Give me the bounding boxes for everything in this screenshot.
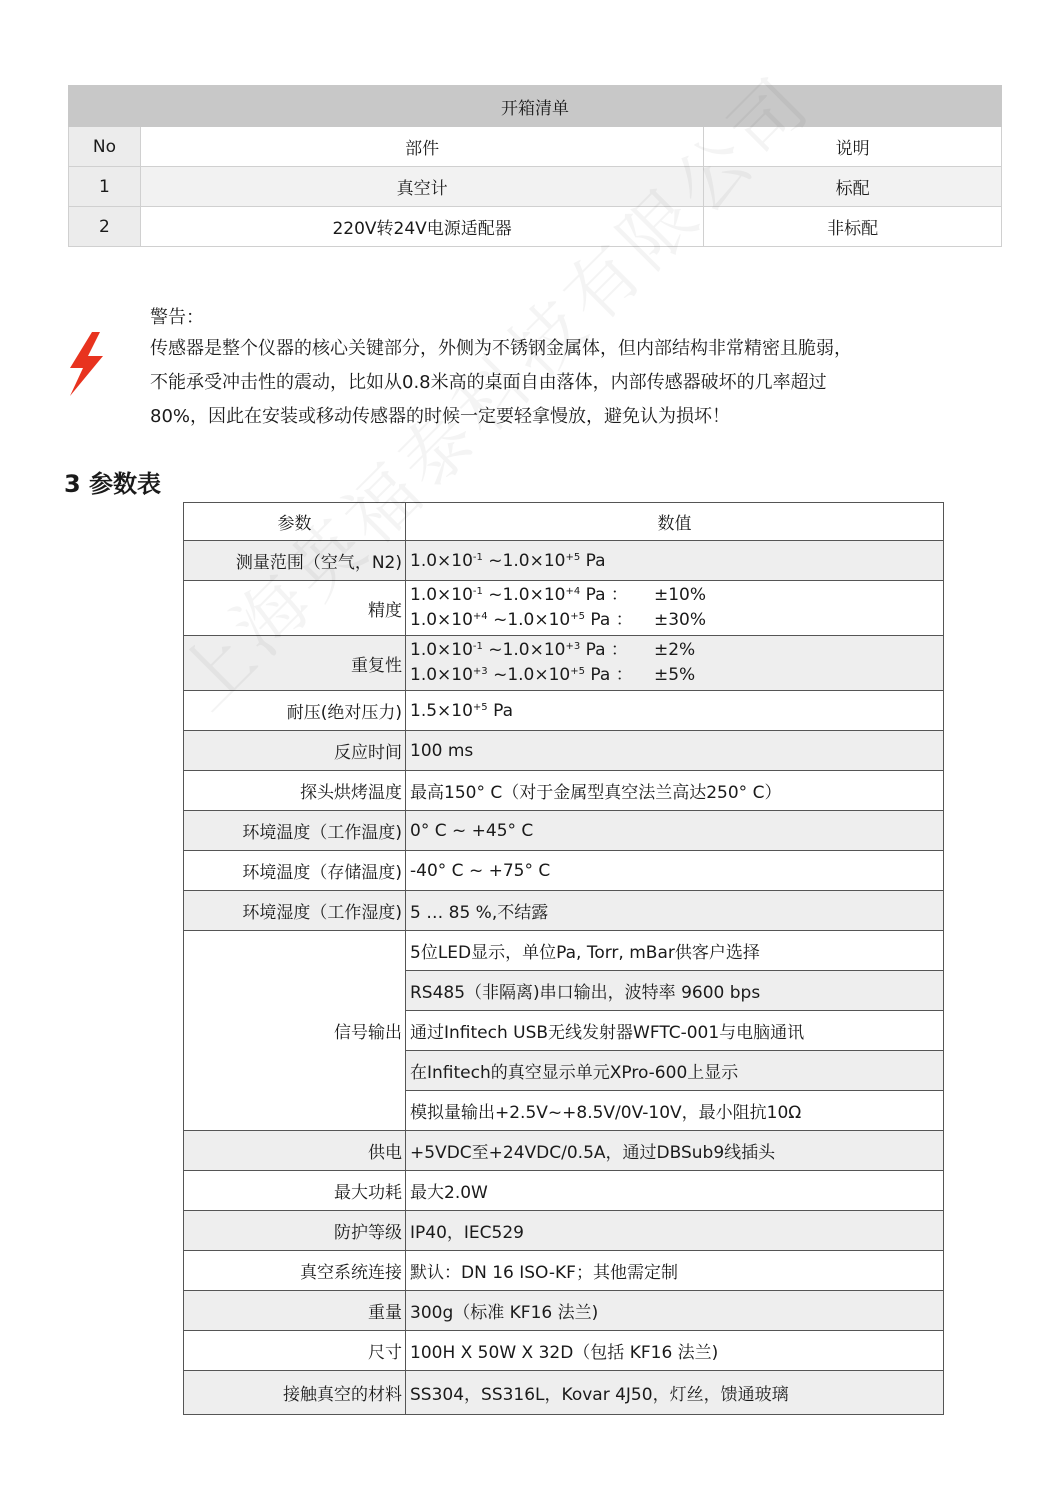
header-no: No [69,127,141,167]
param-value: 通过Infitech USB无线发射器WFTC-001与电脑通讯 [406,1011,944,1051]
param-key: 环境温度（存储温度) [184,851,406,891]
param-value: RS485（非隔离)串口输出，波特率 9600 bps [406,971,944,1011]
header-value: 数值 [406,503,944,541]
warning-line: 不能承受冲击性的震动，比如从0.8米高的桌面自由落体，内部传感器破坏的几率超过 [150,372,827,393]
param-value: 5 … 85 %,不结露 [406,891,944,931]
table-row [184,1371,944,1415]
param-key: 信号输出 [184,931,406,1131]
param-key: 测量范围（空气，N2) [184,541,406,581]
warning-block [150,304,950,434]
table-row [184,636,944,691]
param-key: 探头烘烤温度 [184,771,406,811]
param-key: 重量 [184,1291,406,1331]
row-no: 1 [69,167,141,207]
header-parameter: 参数 [184,503,406,541]
param-value: $1.0\times 10^{-1}$ $\sim 1.0\times 10^{+3}$ Pa ： ±2% $1.0\times 10^{+3}$ $\sim 1.0\times 10^{+5}$ Pa ： ±5% [406,636,944,691]
param-key: 重复性 [184,636,406,691]
table-row [184,581,944,636]
packing-list-table [68,85,1002,247]
param-value: 在Infitech的真空显示单元XPro-600上显示 [406,1051,944,1091]
param-key: 供电 [184,1131,406,1171]
param-value: -40° C ~ +75° C [406,851,944,891]
row-no: 2 [69,207,141,247]
param-value: IP40，IEC529 [406,1211,944,1251]
table-row [184,691,944,731]
table-row [184,541,944,581]
header-part: 部件 [140,127,703,167]
param-value: $1.5\times 10^{+5}$ Pa [406,691,944,731]
param-value: $1.0\times 10^{-1}$ $\sim 1.0\times 10^{+4}$ Pa ： ±10% $1.0\times 10^{+4}$ $\sim 1.0\times 10^{+5}$ Pa ： ±30% [406,581,944,636]
param-key: 尺寸 [184,1331,406,1371]
header-desc: 说明 [704,127,1002,167]
table-row [69,167,1002,207]
param-value: 5位LED显示，单位Pa, Torr, mBar供客户选择 [406,931,944,971]
parameter-table [183,502,944,1415]
param-key: 耐压(绝对压力) [184,691,406,731]
param-key: 接触真空的材料 [184,1371,406,1415]
param-value: 最高150° C（对于金属型真空法兰高达250° C） [406,771,944,811]
table-row [69,207,1002,247]
param-value: 最大2.0W [406,1171,944,1211]
table-row [184,931,944,971]
table-row [184,1331,944,1371]
row-desc: 标配 [704,167,1002,207]
param-key: 防护等级 [184,1211,406,1251]
table-row [184,771,944,811]
table-row [184,851,944,891]
param-key: 最大功耗 [184,1171,406,1211]
param-value: 100H X 50W X 32D（包括 KF16 法兰) [406,1331,944,1371]
param-value: +5VDC至+24VDC/0.5A，通过DBSub9线插头 [406,1131,944,1171]
param-value: $1.0\times 10^{-1}$ $\sim 1.0\times 10^{+5}$ Pa [406,541,944,581]
param-key: 环境温度（工作温度) [184,811,406,851]
param-value: 300g（标准 KF16 法兰) [406,1291,944,1331]
table-row [184,1251,944,1291]
warning-line: 传感器是整个仪器的核心关键部分，外侧为不锈钢金属体，但内部结构非常精密且脆弱， [150,338,852,359]
table-row [184,731,944,771]
table-row [184,1131,944,1171]
lightning-bolt-shape [70,332,103,396]
table-row [184,1291,944,1331]
table-row [184,891,944,931]
section-title: 3 参数表 [64,470,162,498]
param-value: 默认：DN 16 ISO-KF；其他需定制 [406,1251,944,1291]
param-value: 0° C ~ +45° C [406,811,944,851]
param-key: 真空系统连接 [184,1251,406,1291]
packing-list-title: 开箱清单 [69,86,1002,127]
row-part: 220V转24V电源适配器 [140,207,703,247]
table-row [184,811,944,851]
lightning-icon [66,330,106,398]
param-value: 100 ms [406,731,944,771]
table-row [184,1211,944,1251]
row-desc: 非标配 [704,207,1002,247]
param-value: SS304，SS316L，Kovar 4J50，灯丝，馈通玻璃 [406,1371,944,1415]
param-key: 环境湿度（工作湿度) [184,891,406,931]
warning-line: 80%，因此在安装或移动传感器的时候一定要轻拿慢放，避免认为损坏！ [150,406,731,427]
table-row [184,1171,944,1211]
param-key: 反应时间 [184,731,406,771]
param-value: 模拟量输出+2.5V~+8.5V/0V-10V，最小阻抗10Ω [406,1091,944,1131]
packing-list-title-row [69,86,1002,127]
row-part: 真空计 [140,167,703,207]
parameter-header-row [184,503,944,541]
param-key: 精度 [184,581,406,636]
packing-list-header-row [69,127,1002,167]
warning-label: 警告： [150,307,204,328]
